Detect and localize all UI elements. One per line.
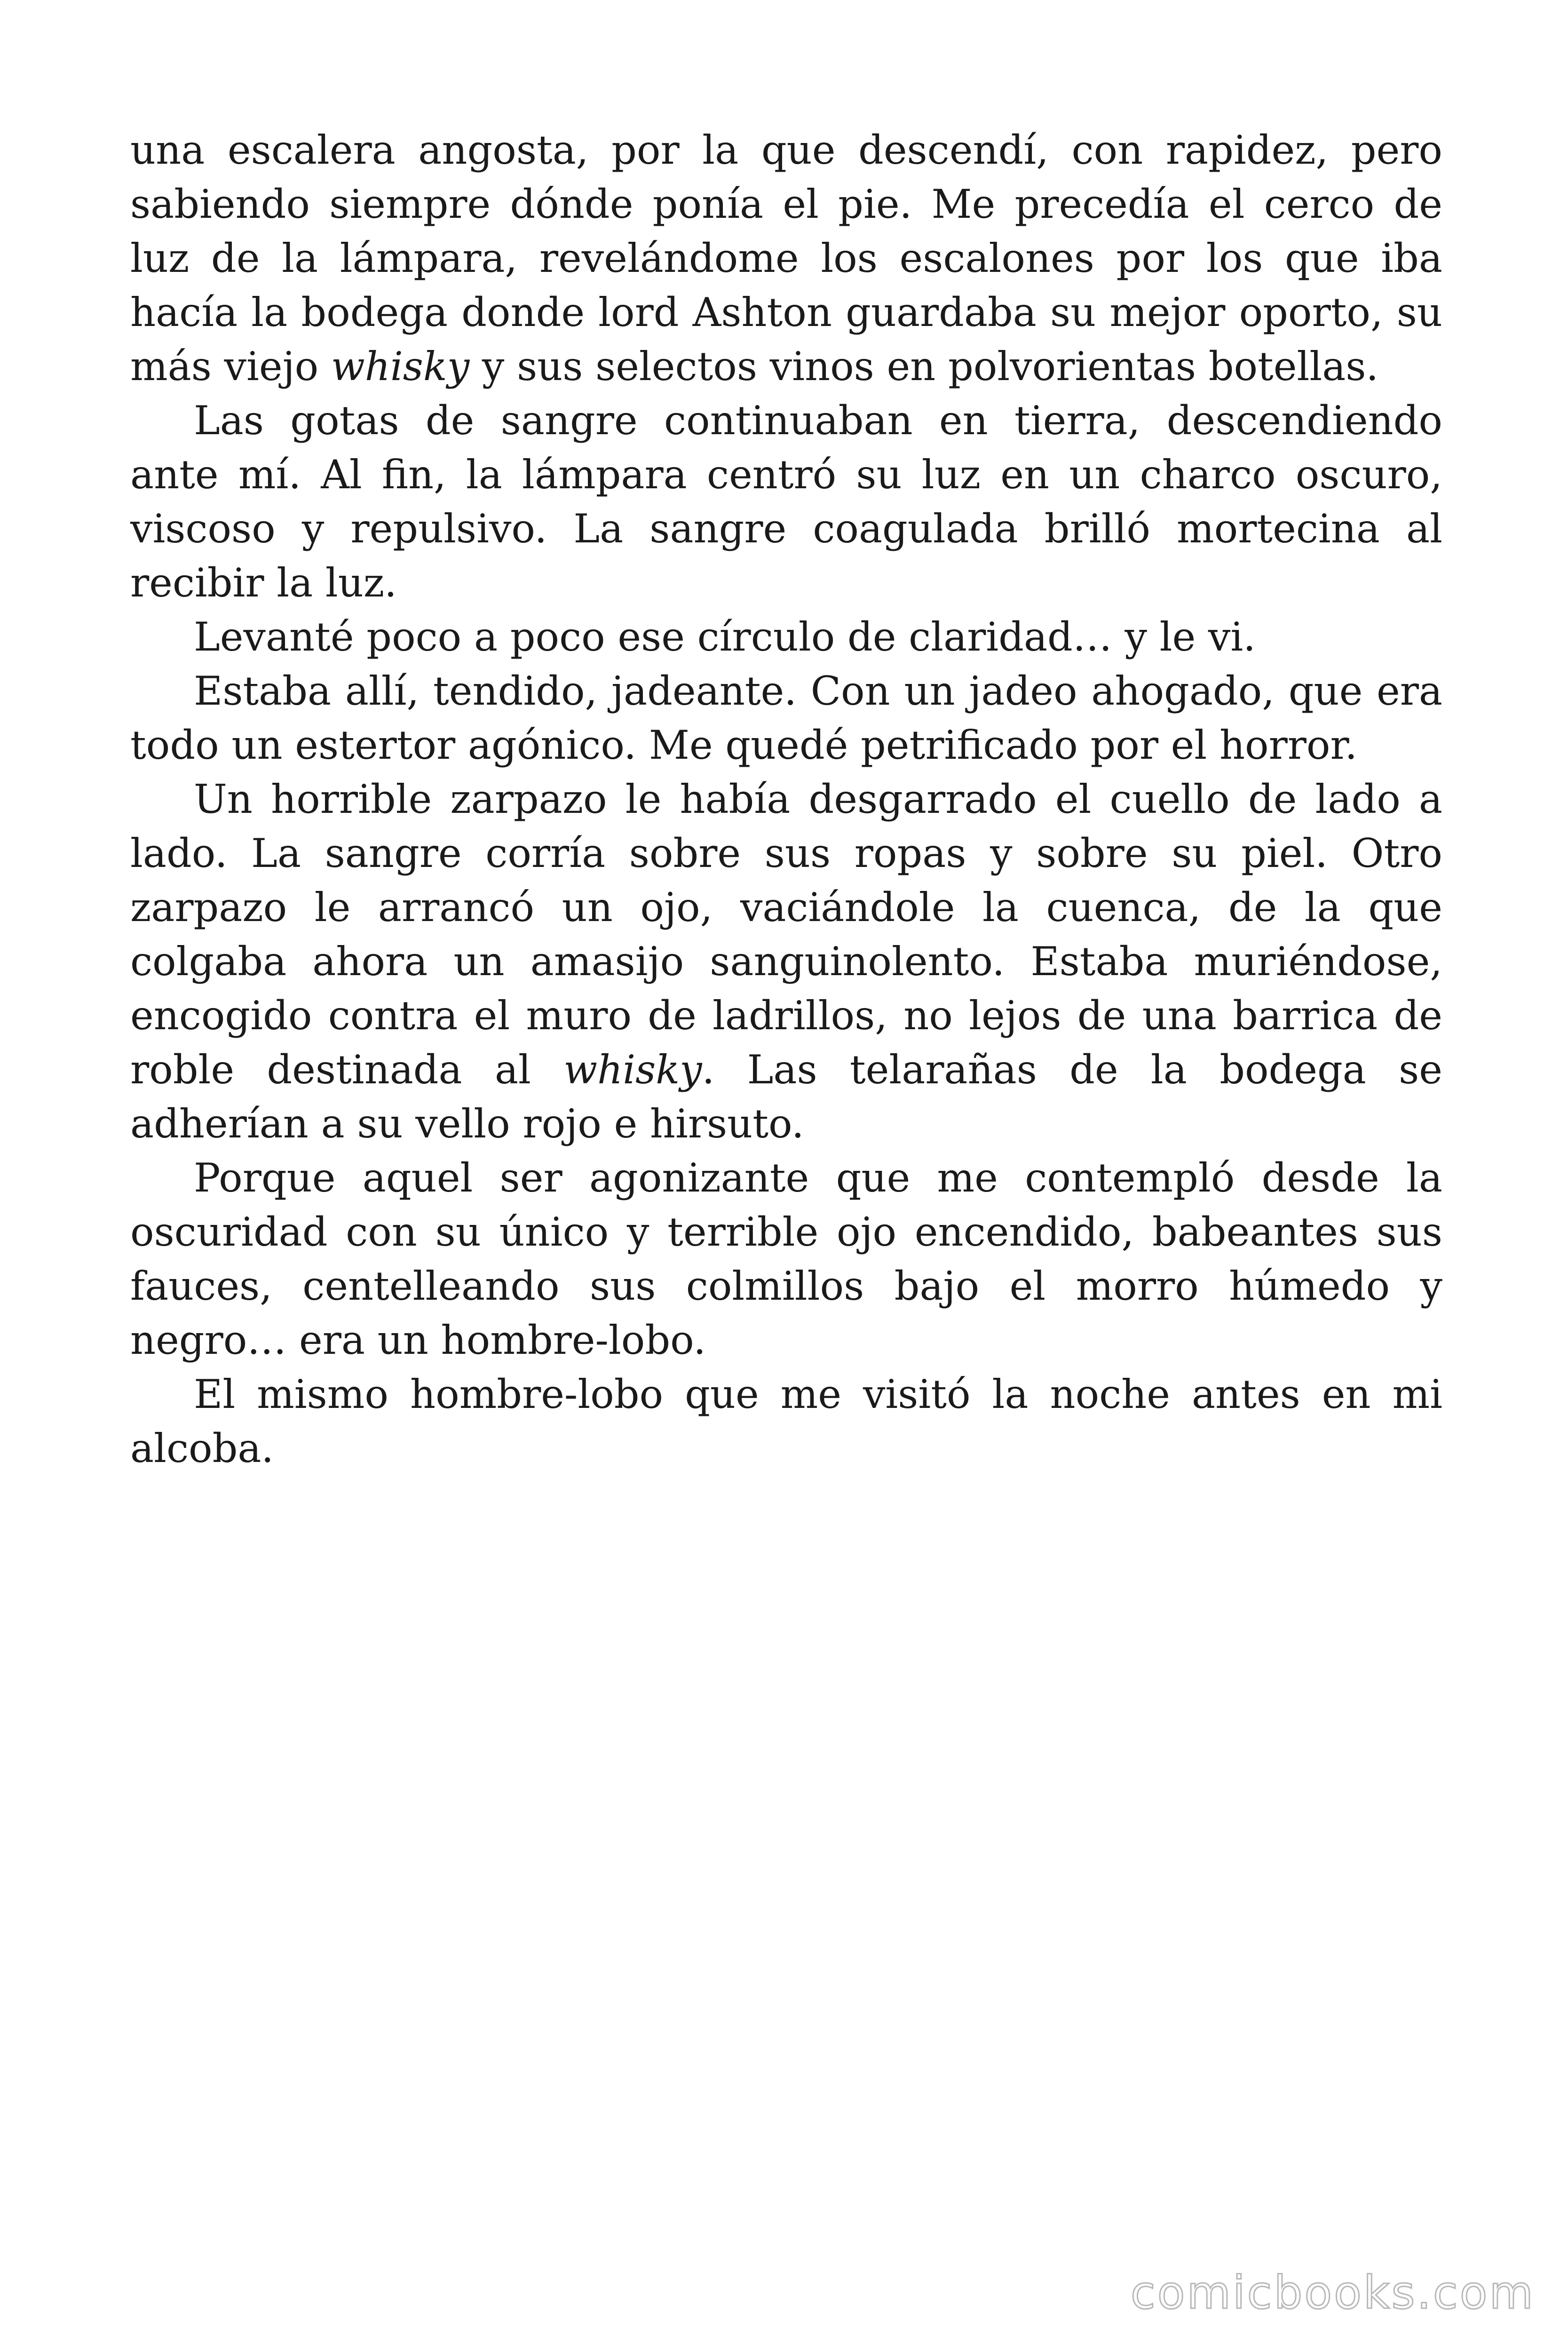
paragraph bbox=[130, 610, 1442, 664]
page-body-text bbox=[130, 123, 1442, 1476]
paragraph bbox=[130, 772, 1442, 1151]
paragraph bbox=[130, 394, 1442, 610]
text-run: El mismo hombre-lobo que me visitó la noche antes en mi alcoba. bbox=[130, 1371, 1442, 1471]
text-run: Estaba allí, tendido, jadeante. Con un jadeo ahogado, que era todo un estertor agónico. Me quedé petrificado por el horror. bbox=[130, 668, 1442, 768]
text-run: Levanté poco a poco ese círculo de claridad… y le vi. bbox=[194, 614, 1256, 660]
text-run: Porque aquel ser agonizante que me contempló desde la oscuridad con su único y terrible ojo encendido, babeantes sus fauces, centelleando sus colmillos bajo el morro húmedo y negro… era un hombre-lobo. bbox=[130, 1155, 1442, 1363]
paragraph bbox=[130, 1367, 1442, 1476]
paragraph bbox=[130, 1151, 1442, 1367]
text-run: . Las telarañas de la bodega se adherían a su vello rojo e hirsuto. bbox=[130, 1047, 1443, 1147]
text-run: Un horrible zarpazo le había desgarrado el cuello de lado a lado. La sangre corría sobre sus ropas y sobre su piel. Otro zarpazo le arrancó un ojo, vaciándole la cuenca, de la que colgaba ahora un amasijo sanguinolento. Estaba muriéndose, encogido contra el muro de ladrillos, no lejos de una barrica de roble destinada al bbox=[130, 776, 1442, 1093]
text-run: y sus selectos vinos en polvorientas botellas. bbox=[469, 343, 1379, 389]
italic-text-run: whisky bbox=[331, 343, 470, 389]
italic-text-run: whisky bbox=[563, 1047, 702, 1093]
watermark: comicbooks.com bbox=[1130, 2266, 1535, 2319]
paragraph bbox=[130, 664, 1442, 772]
text-run: Las gotas de sangre continuaban en tierra, descendiendo ante mí. Al fin, la lámpara centró su luz en un charco oscuro, viscoso y repulsivo. La sangre coagulada brilló mortecina al recibir la luz. bbox=[130, 397, 1442, 606]
text-run: una escalera angosta, por la que descendí, con rapidez, pero sabiendo siempre dónde ponía el pie. Me precedía el cerco de luz de la lámpara, revelándome los escalones por los que iba hacía la bodega donde lord Ashton guardaba su mejor oporto, su más viejo bbox=[130, 127, 1442, 389]
paragraph bbox=[130, 123, 1442, 394]
